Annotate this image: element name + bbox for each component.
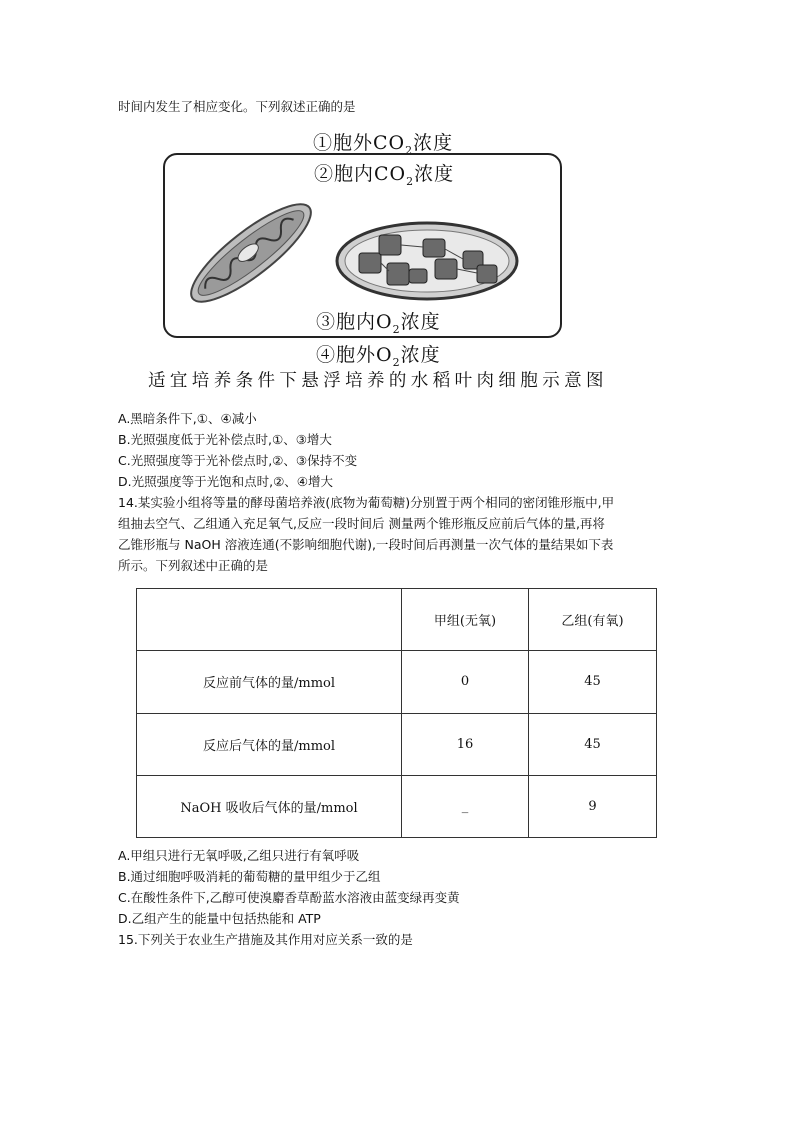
q13-option-c: C.光照强度等于光补偿点时,②、③保持不变 — [118, 453, 358, 468]
q14-stem-line2: 组抽去空气、乙组通入充足氧气,反应一段时间后 测量两个锥形瓶反应前后气体的量,再将 — [118, 516, 605, 531]
label-extracellular-o2: ④胞外$O_2$浓度 — [316, 344, 441, 369]
label-intracellular-o2: ③胞内$O_2$浓度 — [316, 311, 441, 336]
q14-option-d: D.乙组产生的能量中包括热能和 ATP — [118, 911, 321, 926]
table-cell: 45 — [529, 651, 657, 713]
table-cell: NaOH 吸收后气体的量/mmol — [137, 775, 402, 837]
q13-option-b: B.光照强度低于光补偿点时,①、③增大 — [118, 432, 332, 447]
gas-data-table — [136, 588, 657, 838]
chloroplast-shape — [337, 223, 517, 299]
q14-stem-line1: 14.某实验小组将等量的酵母菌培养液(底物为葡萄糖)分别置于两个相同的密闭锥形瓶中,甲 — [118, 495, 615, 510]
q14-option-c: C.在酸性条件下,乙醇可使溴麝香草酚蓝水溶液由蓝变绿再变黄 — [118, 890, 460, 905]
table-header-cell: 甲组(无氧) — [402, 589, 529, 651]
q14-option-b: B.通过细胞呼吸消耗的葡萄糖的量甲组少于乙组 — [118, 869, 381, 884]
intro-line: 时间内发生了相应变化。下列叙述正确的是 — [118, 99, 356, 114]
figure-caption: 适宜培养条件下悬浮培养的水稻叶肉细胞示意图 — [148, 371, 608, 391]
table-cell: 16 — [402, 713, 529, 775]
table-header-row — [137, 589, 657, 651]
table-cell: 反应前气体的量/mmol — [137, 651, 402, 713]
label-extracellular-co2: ①胞外$CO_2$浓度 — [313, 132, 454, 157]
mitochondrion-shape — [179, 190, 323, 316]
table-cell: _ — [402, 775, 529, 837]
table-cell: 45 — [529, 713, 657, 775]
table-row — [137, 651, 657, 713]
table-header-cell — [137, 589, 402, 651]
table-cell: 0 — [402, 651, 529, 713]
label-intracellular-co2: ②胞内$CO_2$浓度 — [314, 163, 455, 188]
q15-stem: 15.下列关于农业生产措施及其作用对应关系一致的是 — [118, 932, 413, 947]
q13-option-d: D.光照强度等于光饱和点时,②、④增大 — [118, 474, 333, 489]
table-row — [137, 775, 657, 837]
q14-stem-line3: 乙锥形瓶与 NaOH 溶液连通(不影响细胞代谢),一段时间后再测量一次气体的量结果如下表 — [118, 537, 614, 552]
table-cell: 反应后气体的量/mmol — [137, 713, 402, 775]
table-header-cell: 乙组(有氧) — [529, 589, 657, 651]
q14-option-a: A.甲组只进行无氧呼吸,乙组只进行有氧呼吸 — [118, 848, 360, 863]
table-cell: 9 — [529, 775, 657, 837]
q13-option-a: A.黑暗条件下,①、④减小 — [118, 411, 257, 426]
q14-stem-line4: 所示。下列叙述中正确的是 — [118, 558, 269, 573]
table-row — [137, 713, 657, 775]
